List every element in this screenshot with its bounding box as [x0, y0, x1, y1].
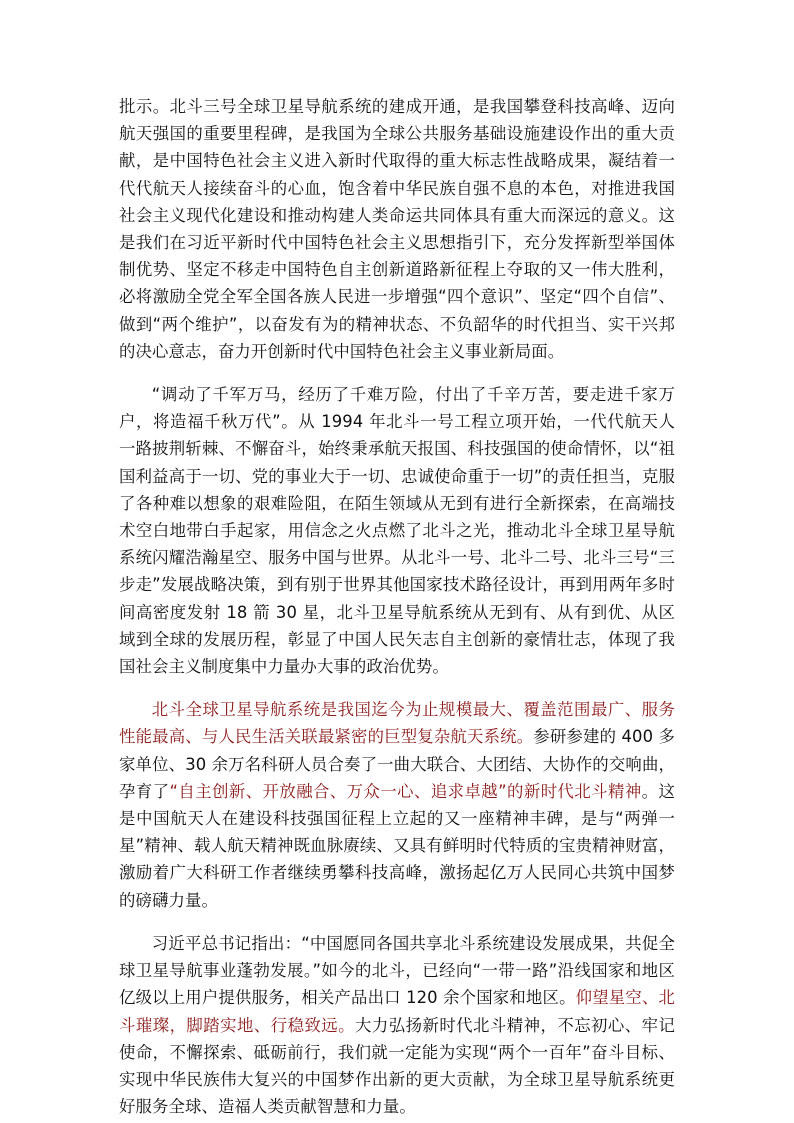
paragraph-4-highlight-1: 仰望星空、北斗璀璨，脚踏实地、行稳致远。: [119, 988, 676, 1035]
paragraph-1-text: 批示。北斗三号全球卫星导航系统的建成开通，是我国攀登科技高峰、迈向航天强国的重要里程碑，是我国为全球公共服务基础设施建设作出的重大贡献，是中国特色社会主义进入新时代取得的重大标志性战略成果，凝结着一代代航天人接续奋斗的心血，饱含着中华民族自强不息的本色，对推进我国社会主义现代化建设和推动构建人类命运共同体具有重大而深远的意义。这是我们在习近平新时代中国特色社会主义思想指引下，充分发挥新型举国体制优势、坚定不移走中国特色自主创新道路新征程上夺取的又一伟大胜利，必将激励全党全军全国各族人民进一步增强“四个意识”、坚定“四个自信”、做到“两个维护”，以奋发有为的精神状态、不负韶华的时代担当、实干兴邦的决心意志，奋力开创新时代中国特色社会主义事业新局面。: [119, 97, 675, 361]
paragraph-3-highlight-1: 北斗全球卫星导航系统是我国迄今为止规模最大、覆盖范围最广、服务性能最高、与人民生活关联最紧密的巨型复杂航天系统。: [119, 700, 675, 747]
document-body: [119, 93, 675, 1120]
paragraph-4-text-1: 习近平总书记指出：“中国愿同各国共享北斗系统建设发展成果，共促全球卫星导航事业蓬勃发展。”如今的北斗，已经向“一带一路”沿线国家和地区亿级以上用户提供服务，相关产品出口 120 余个国家和地区。: [119, 933, 675, 1008]
paragraph-2-text: “调动了千军万马，经历了千难万险，付出了千辛万苦，要走进千家万户，将造福千秋万代”。从 1994 年北斗一号工程立项开始，一代代航天人一路披荆斩棘、不懈奋斗，始终秉承航天报国、科技强国的使命情怀，以“祖国利益高于一切、党的事业大于一切、忠诚使命重于一切”的责任担当，克服了各种难以想象的艰难险阻，在陌生领域从无到有进行全新探索，在高端技术空白地带白手起家，用信念之火点燃了北斗之光，推动北斗全球卫星导航系统闪耀浩瀚星空、服务中国与世界。从北斗一号、北斗二号、北斗三号“三步走”发展战略决策，到有别于世界其他国家技术路径设计，再到用两年多时间高密度发射 18 箭 30 星，北斗卫星导航系统从无到有、从有到优、从区域到全球的发展历程，彰显了中国人民矢志自主创新的豪情壮志，体现了我国社会主义制度集中力量办大事的政治优势。: [119, 385, 675, 677]
paragraph-1: [119, 93, 675, 365]
paragraph-3-text-1: 参研参建的 400 多家单位、30 余万名科研人员合奏了一曲大联合、大团结、大协作的交响曲，孕育了: [119, 727, 675, 801]
paragraph-2: [119, 381, 675, 680]
paragraph-4: [119, 930, 675, 1120]
paragraph-3-text-2: 。这是中国航天人在建设科技强国征程上立起的又一座精神丰碑，是与“两弹一星”精神、载人航天精神既血脉赓续、又具有鲜明时代特质的宝贵精神财富，激励着广大科研工作者继续勇攀科技高峰，激扬起亿万人民同心共筑中国梦的磅礴力量。: [119, 781, 675, 910]
paragraph-3: [119, 696, 675, 914]
paragraph-3-highlight-2: “自主创新、开放融合、万众一心、追求卓越”的新时代北斗精神: [169, 781, 642, 801]
paragraph-4-text-2: 大力弘扬新时代北斗精神，不忘初心、牢记使命，不懈探索、砥砺前行，我们就一定能为实现“两个一百年”奋斗目标、实现中华民族伟大复兴的中国梦作出新的更大贡献，为全球卫星导航系统更好服务全球、造福人类贡献智慧和力量。: [119, 1015, 675, 1117]
